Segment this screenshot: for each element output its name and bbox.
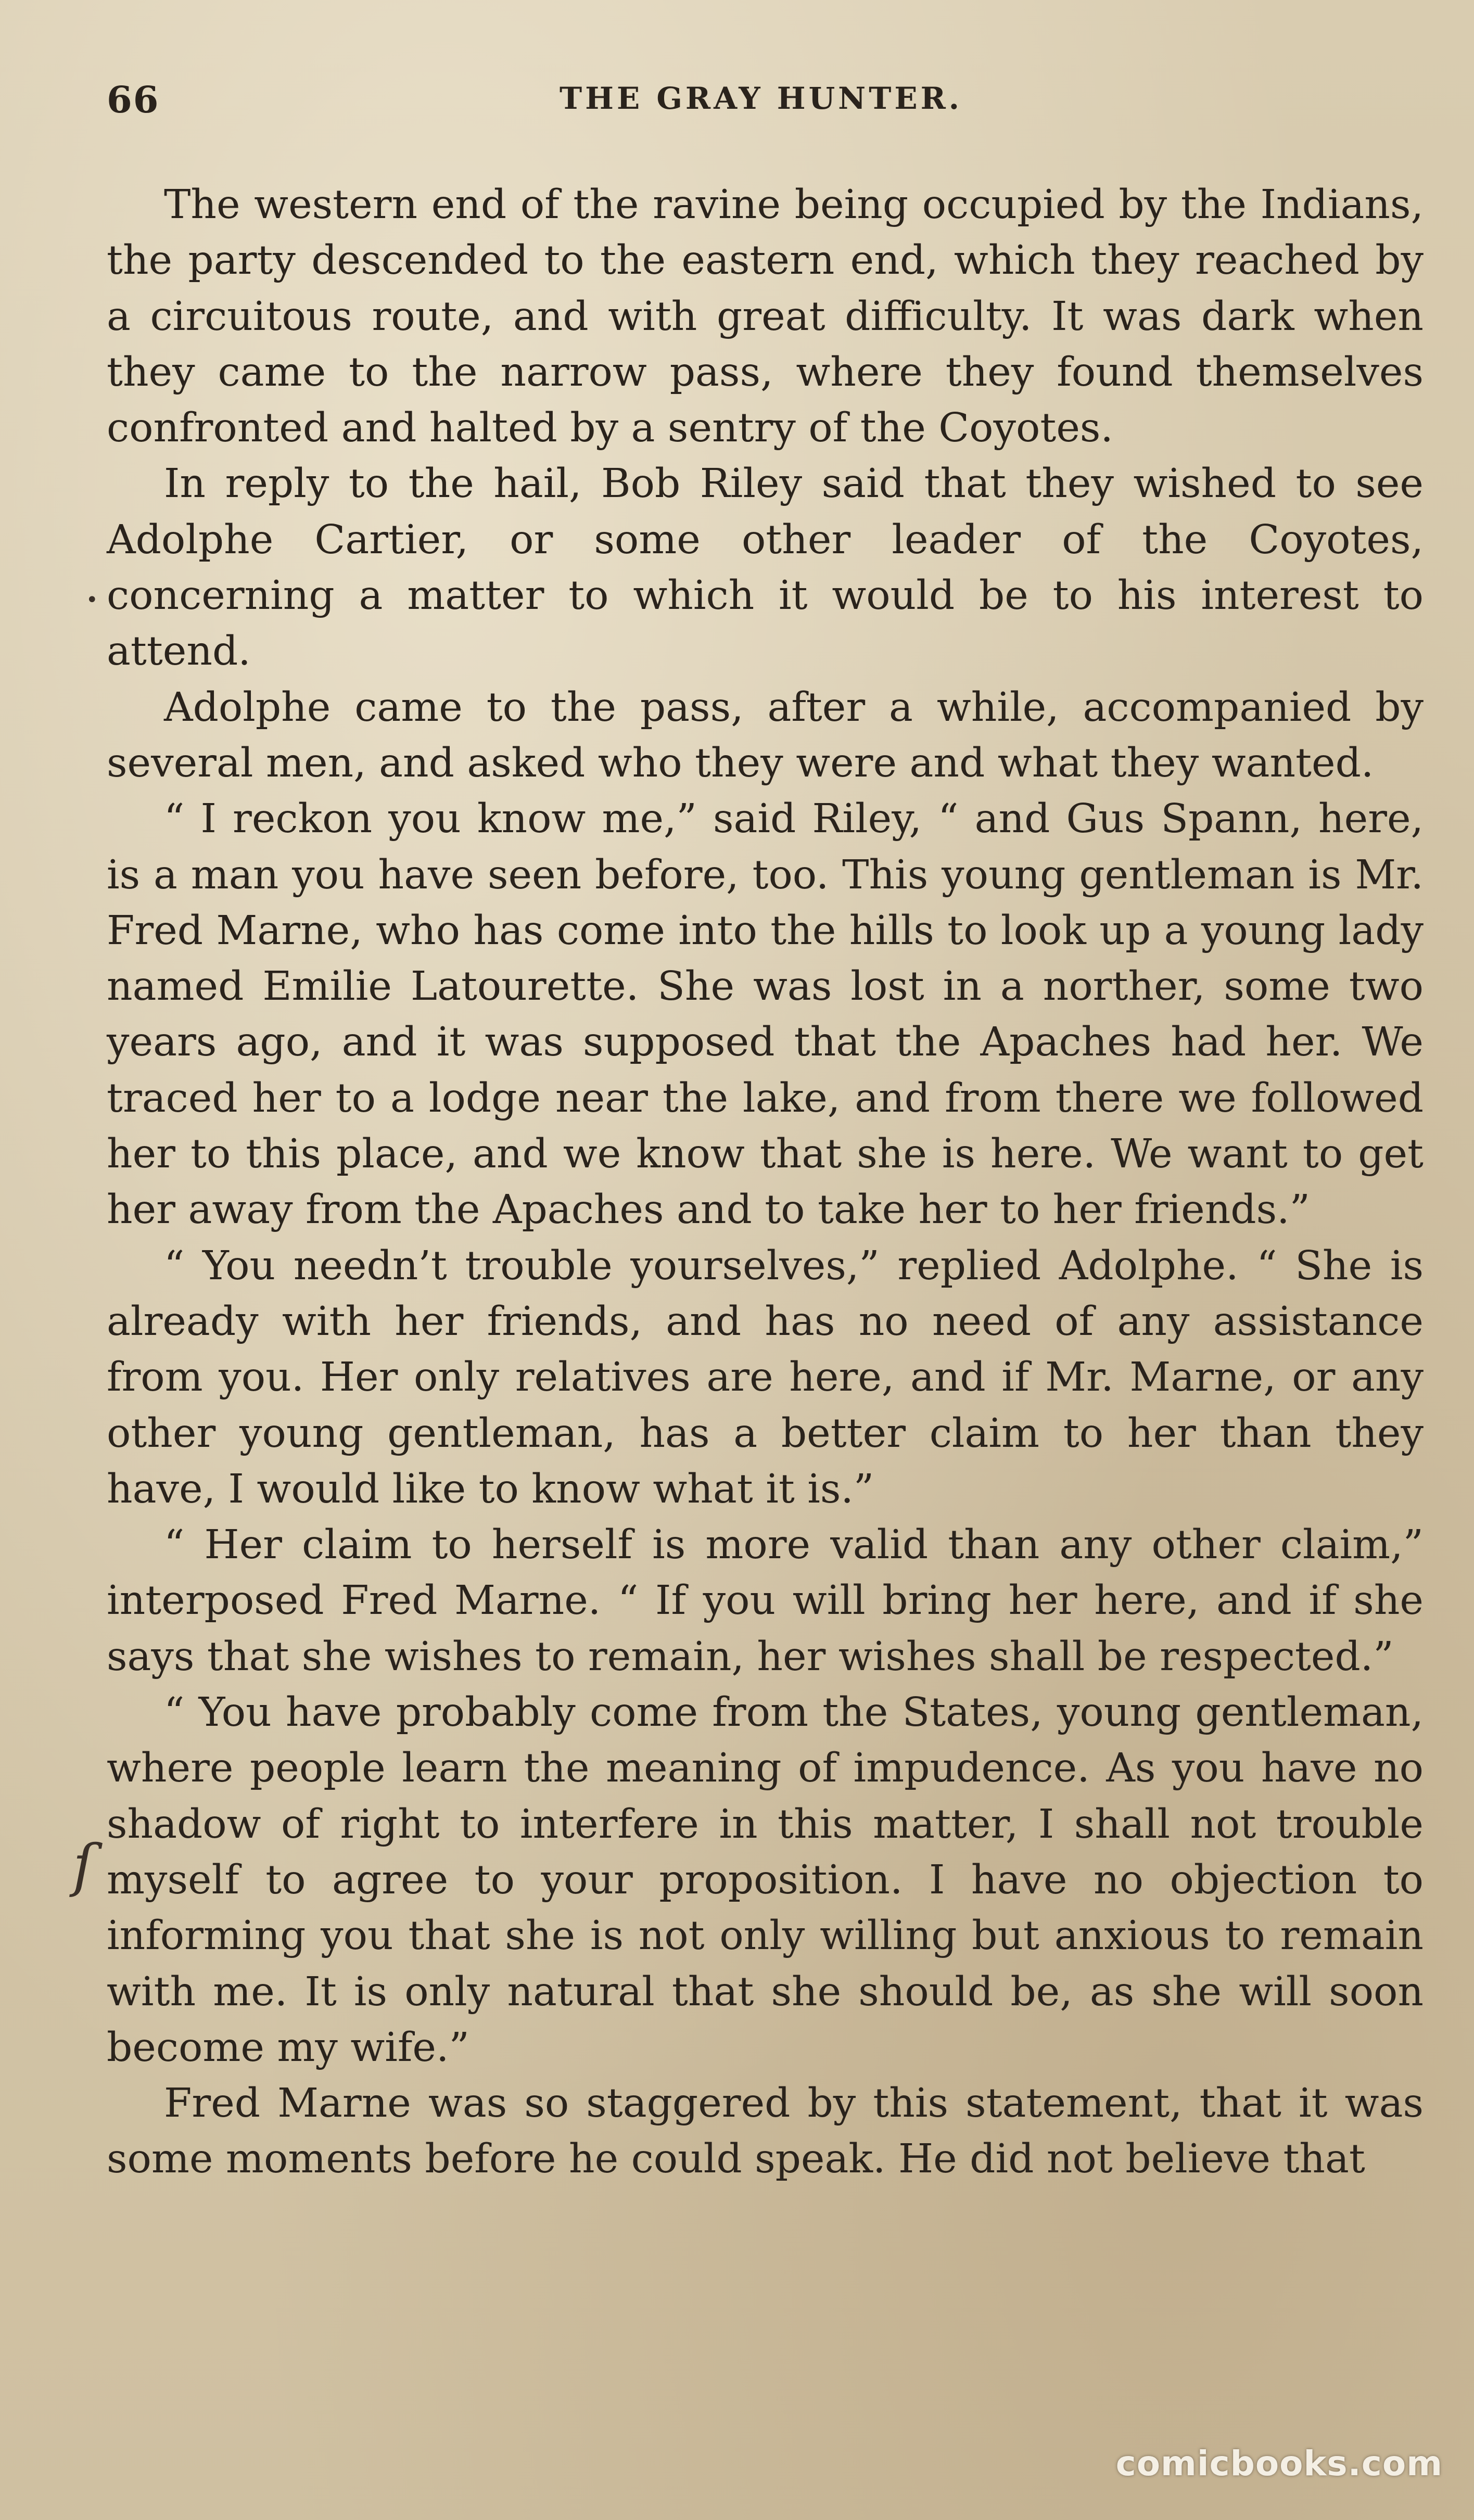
margin-dot-mark: • (86, 588, 98, 612)
paragraph: “ You have probably come from the States, young gentleman, where people learn the meaning of impudence. As you have no shadow of right to interfere in this matter, I shall not trouble myself to agree to your proposition. I have no objection to informing you that she is not only willing but anxious to remain with me. It is only natural that she should be, as she will soon become my wife.” (107, 1689, 1424, 2071)
paragraph: In reply to the hail, Bob Riley said that they wished to see Adolphe Cartier, or some other leader of the Coyotes, concerning a matter to which it would be to his interest to attend. (107, 461, 1424, 675)
paragraph: Adolphe came to the pass, after a while, accompanied by several men, and asked who they were and what they wanted. (107, 684, 1424, 786)
body-text (107, 177, 1424, 2187)
paragraph: The western end of the ravine being occupied by the Indians, the party descended to the eastern end, which they reached by a circuitous route, and with great difficulty. It was dark when they came to the narrow pass, where they found themselves confronted and halted by a sentry of the Coyotes. (107, 182, 1424, 452)
running-head: THE GRAY HUNTER. (560, 81, 962, 116)
paragraph: Fred Marne was so staggered by this statement, that it was some moments before he could speak. He did not believe that (107, 2080, 1424, 2183)
margin-pencil-mark: ſ (73, 1832, 94, 1899)
page-number: 66 (107, 78, 160, 121)
paragraph: “ Her claim to herself is more valid than any other claim,” interposed Fred Marne. “ If you will bring her here, and if she says that she wishes to remain, her wishes shall be respected.” (107, 1522, 1424, 1680)
paragraph: “ You needn’t trouble yourselves,” replied Adolphe. “ She is already with her friends, and has no need of any assistance from you. Her only relatives are here, and if Mr. Marne, or any other young gentleman, has a better claim to her than they have, I would like to know what it is.” (107, 1242, 1424, 1512)
paragraph: “ I reckon you know me,” said Riley, “ and Gus Spann, here, is a man you have seen before, too. This young gentleman is Mr. Fred Marne, who has come into the hills to look up a young lady named Emilie Latourette. She was lost in a norther, some two years ago, and it was supposed that the Apaches had her. We traced her to a lodge near the lake, and from there we followed her to this place, and we know that she is here. We want to get her away from the Apaches and to take her to her friends.” (107, 796, 1424, 1233)
watermark: comicbooks.com (1115, 2443, 1443, 2484)
